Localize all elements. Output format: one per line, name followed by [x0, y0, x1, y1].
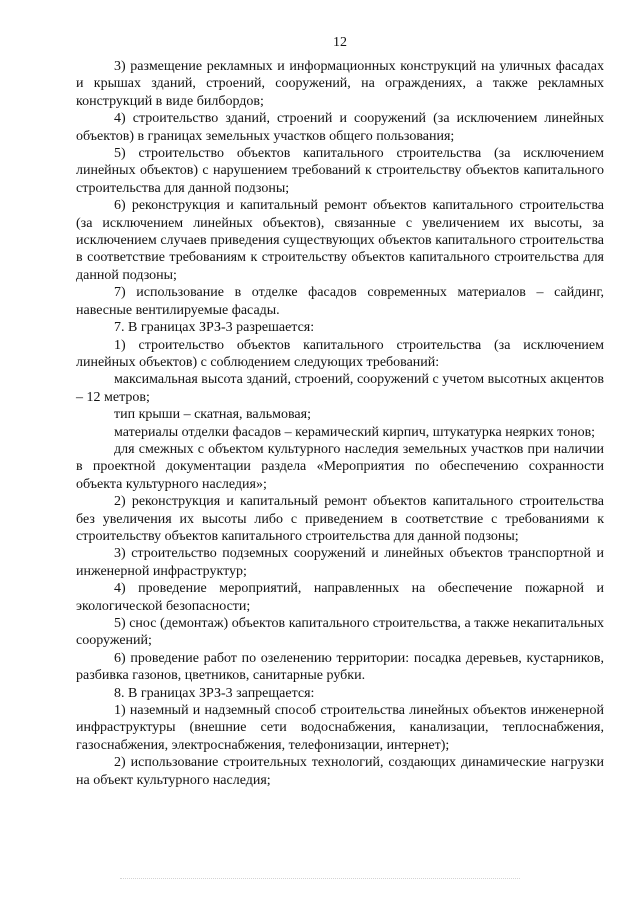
paragraph: 2) использование строительных технологий, создающих динамические нагрузки на объект культурного наследия;	[76, 755, 604, 788]
section-heading: 7. В границах ЗРЗ-3 разрешается:	[114, 320, 315, 336]
paragraph: 3) строительство подземных сооружений и линейных объектов транспортной и инженерной инфраструктур;	[76, 546, 604, 579]
page-number: 12	[333, 35, 347, 50]
paragraph: 7) использование в отделке фасадов современных материалов – сайдинг, навесные вентилируемые фасады.	[76, 285, 604, 318]
paragraph: материалы отделки фасадов – керамический кирпич, штукатурка неярких тонов;	[114, 424, 596, 440]
document-page	[76, 34, 604, 789]
paragraph: 5) снос (демонтаж) объектов капитального строительства, а также некапитальных сооружений;	[76, 616, 604, 649]
paragraph: 6) проведение работ по озеленению территории: посадка деревьев, кустарников, разбивка газонов, цветников, санитарные рубки.	[76, 650, 604, 684]
paragraph: для смежных с объектом культурного наследия земельных участков при наличии в проектной документации раздела «Мероприятия по обеспечению сохранности объекта культурного наследия»;	[76, 441, 604, 492]
paragraph: 5) строительство объектов капитального строительства (за исключением линейных объектов) с нарушением требований к строительству объектов капитального строительства для данной подзоны;	[76, 146, 604, 196]
document-body	[76, 58, 604, 789]
paragraph: 1) наземный и надземный способ строительства линейных объектов инженерной инфраструктуры (внешние сети водоснабжения, канализации, теплоснабжения, газоснабжения, электроснабжения, телефонизации, интернет);	[76, 703, 604, 753]
paragraph: 3) размещение рекламных и информационных конструкций на уличных фасадах и крышах зданий, строений, сооружений, на ограждениях, а также рекламных конструкций в виде билбордов;	[76, 59, 604, 109]
paragraph: 4) строительство зданий, строений и сооружений (за исключением линейных объектов) в границах земельных участков общего пользования;	[76, 111, 604, 144]
footer-divider	[120, 878, 520, 879]
paragraph: 6) реконструкция и капитальный ремонт объектов капитального строительства (за исключением линейных объектов), связанные с увеличением их высоты, за исключением случаев приведения существующих объектов капитального строительства в соответствие требованиям к строительству объектов капитального строительства для данной подзоны;	[76, 198, 604, 283]
paragraph: тип крыши – скатная, вальмовая;	[114, 407, 311, 423]
paragraph: 2) реконструкция и капитальный ремонт объектов капитального строительства без увеличения их высоты либо с приведением в соответствие с требованиями к строительству объектов капитального строительства для данной подзоны;	[76, 494, 604, 544]
paragraph: 1) строительство объектов капитального строительства (за исключением линейных объектов) с соблюдением следующих требований:	[76, 337, 604, 370]
paragraph: максимальная высота зданий, строений, сооружений с учетом высотных акцентов – 12 метров;	[76, 372, 604, 405]
paragraph: 4) проведение мероприятий, направленных на обеспечение пожарной и экологической безопасности;	[76, 581, 604, 614]
section-heading: 8. В границах ЗРЗ-3 запрещается:	[114, 685, 315, 701]
